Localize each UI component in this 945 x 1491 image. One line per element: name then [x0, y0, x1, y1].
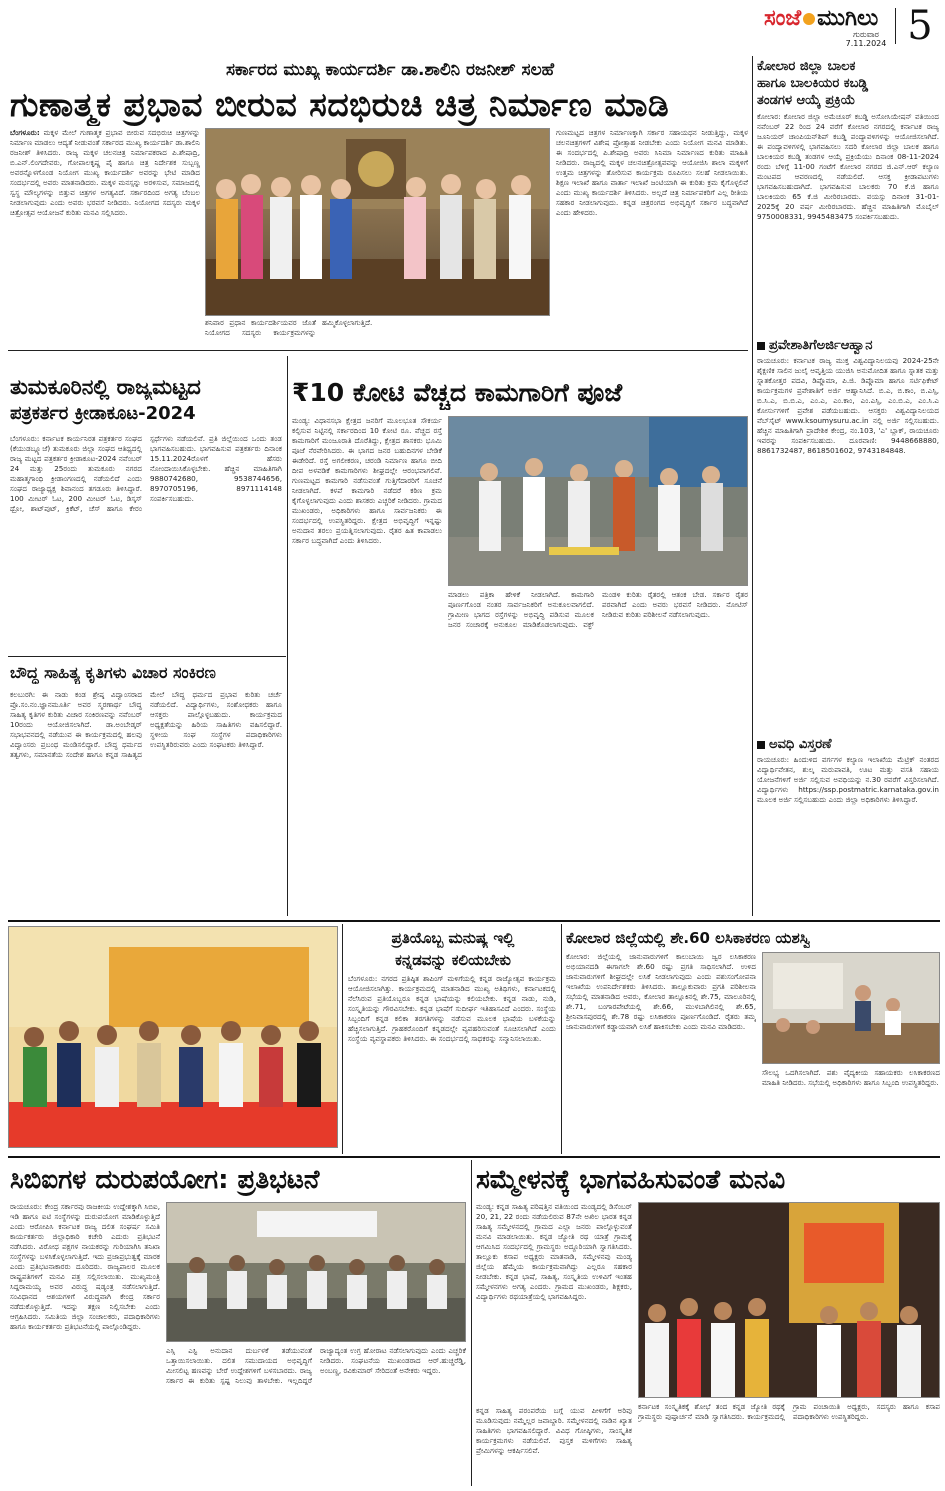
kannada-photo-illustration: [9, 927, 338, 1148]
divider-sidebar: [752, 56, 753, 916]
logo-part-red: ಸಂಜೆ: [764, 6, 802, 31]
kannada-headline-line1: ಪ್ರತಿಯೊಬ್ಬ ಮನುಷ್ಯ ಇಲ್ಲಿ: [391, 929, 515, 947]
sidebar-text-extension: ರಾಯಚೂರು: ಹಿಂದುಳಿದ ವರ್ಗಗಳ ಕಲ್ಯಾಣ ಇಲಾಖೆಯ ಮೆಟ್ರಿಕ್ ನಂತರದ ವಿದ್ಯಾರ್ಥಿವೇತನ, ಶುಲ್ಕ ಮರುಪಾವತಿ, ಊಟ ಮತ್ತು ವಸತಿ ಸಹಾಯ ಯೋಜನೆಗಳಿಗೆ ಅರ್ಜಿ ಸಲ್ಲಿಸುವ ಅವಧಿಯನ್ನು ನ.30 ರವರೆಗೆ ವಿಸ್ತರಿಸಲಾಗಿದೆ. ವಿದ್ಯಾರ್ಥಿಗಳು https://ssp.postmatric.karnataka.gov.in ಮೂಲಕ ಅರ್ಜಿ ಸಲ್ಲಿಸಬಹುದು ಎಂದು ಜಿಲ್ಲಾ ಅಧಿಕಾರಿಗಳು ತಿಳಿಸಿದ್ದಾರೆ.: [757, 755, 939, 804]
top-story-photo: [205, 128, 550, 316]
top-story-dateline: ಬೆಂಗಳೂರು:: [10, 128, 40, 137]
sammelana-photo-illustration: [639, 1203, 940, 1398]
sidebar-headline-line2: ಹಾಗೂ ಬಾಲಕಿಯರ ಕಬಡ್ಡಿ: [757, 76, 869, 91]
bullet-square-icon: [757, 342, 765, 350]
sidebar-text-admission: ರಾಯಚೂರು: ಕರ್ನಾಟಕ ರಾಜ್ಯ ಮುಕ್ತ ವಿಶ್ವವಿದ್ಯಾನಿಲಯವು 2024-25ನೇ ಶೈಕ್ಷಣಿಕ ಸಾಲಿನ ಜುಲೈ ಆವೃತ್ತಿಯ ಯುಜಿಸಿ ಅನುಮೋದಿತ ಹಾಗೂ ಸ್ನಾತಕ ಮತ್ತು ಸ್ನಾತಕೋತ್ತರ ಪದವಿ, ಡಿಪ್ಲೊಮಾ, ಪಿ.ಜಿ. ಡಿಪ್ಲೊಮಾ ಹಾಗೂ ಸರ್ಟಿಫಿಕೇಟ್ ಕಾರ್ಯಕ್ರಮಗಳ ಪ್ರವೇಶಾತಿಗೆ ಅರ್ಜಿ ಆಹ್ವಾನಿಸಿದೆ. ಬಿ.ಎ, ಬಿ.ಕಾಂ, ಬಿ.ಎಸ್ಸಿ, ಬಿ.ಸಿ.ಎ, ಬಿ.ಬಿ.ಎ, ಎಂ.ಎ, ಎಂ.ಕಾಂ, ಎಂ.ಎಸ್ಸಿ, ಎಂ.ಬಿ.ಎ, ಎಂ.ಸಿ.ಎ ಕೋರ್ಸುಗಳಿಗೆ ಪ್ರವೇಶ ಪಡೆಯಬಹುದು. ಆಸಕ್ತರು ವಿಶ್ವವಿದ್ಯಾನಿಲಯದ ವೆಬ್‌ಸೈಟ್ www.ksoumysuru.ac.in ನಲ್ಲಿ ಅರ್ಜಿ ಸಲ್ಲಿಸಬಹುದು. ಹೆಚ್ಚಿನ ಮಾಹಿತಿಗಾಗಿ ಪ್ರಾದೇಶಿಕ ಕೇಂದ್ರ, ನಂ.103, 'ಎ' ಬ್ಲಾಕ್, ರಾಯಚೂರು ಇವರನ್ನು ಸಂಪರ್ಕಿಸಬಹುದು. ದೂರವಾಣಿ: 9448668880, 8861732487, 8618501602, 9743184848.: [757, 356, 939, 455]
kannada-headline-line2: ಕನ್ನಡವನ್ನು ಕಲಿಯಬೇಕು: [395, 951, 511, 969]
top-story-right-column: ಗುಣಮಟ್ಟದ ಚಿತ್ರಗಳ ನಿರ್ಮಾಣಕ್ಕಾಗಿ ಸರ್ಕಾರ ಸಹಾಯಧನ ನೀಡುತ್ತಿದ್ದು, ಮಕ್ಕಳ ಚಲನಚಿತ್ರಗಳಿಗೆ ವಿಶೇಷ ಪ್ರೋತ್ಸಾಹ ನೀಡಬೇಕು ಎಂದು ನಿಯೋಗ ಮನವಿ ಮಾಡಿತು. ಈ ಸಂದರ್ಭದಲ್ಲಿ ಪಿ.ಶೇಷಾದ್ರಿ ಅವರು ಸಿನಿಮಾ ನಿರ್ಮಾಣದ ಕುರಿತು ಮಾಹಿತಿ ನೀಡಿದರು. ರಾಜ್ಯದಲ್ಲಿ ಮಕ್ಕಳ ಚಲನಚಿತ್ರೋತ್ಸವವನ್ನು ಆಯೋಜಿಸಿ ಶಾಲಾ ಮಕ್ಕಳಿಗೆ ಉತ್ತಮ ಚಿತ್ರಗಳನ್ನು ತೋರಿಸುವ ಕಾರ್ಯಕ್ರಮ ರೂಪಿಸಲು ಸಲಹೆ ನೀಡಲಾಯಿತು. ಶಿಕ್ಷಣ ಇಲಾಖೆ ಹಾಗೂ ವಾರ್ತಾ ಇಲಾಖೆ ಜಂಟಿಯಾಗಿ ಈ ಕುರಿತು ಕ್ರಮ ಕೈಗೊಳ್ಳಲಿವೆ ಎಂದು ಮುಖ್ಯ ಕಾರ್ಯದರ್ಶಿ ತಿಳಿಸಿದರು. ಅಲ್ಲದೆ ಚಿತ್ರ ನಿರ್ಮಾಪಕರಿಗೆ ಎಲ್ಲ ರೀತಿಯ ಸಹಕಾರ ನೀಡಲಾಗುವುದು. ಕನ್ನಡ ಚಿತ್ರರಂಗದ ಅಭಿವೃದ್ಧಿಗೆ ಸರ್ಕಾರ ಬದ್ಧವಾಗಿದೆ ಎಂದು ಹೇಳಿದರು.: [556, 128, 748, 217]
logo-sun-icon: [803, 13, 815, 25]
sidebar-subhead-admission-text: ಪ್ರವೇಶಾತಿಗೆಅರ್ಜಿಆಹ್ವಾನ: [769, 338, 873, 353]
sidebar-subhead-extension-text: ಅವಧಿ ವಿಸ್ತರಣೆ: [769, 737, 832, 752]
vaccine-headline: ಕೋಲಾರ ಜಿಲ್ಲೆಯಲ್ಲಿ ಶೇ.60 ಲಸಿಕಾಕರಣ ಯಶಸ್ವಿ: [566, 929, 811, 947]
cbi-headline: ಸಿಬಿಐಗಳ ದುರುಪಯೋಗ: ಪ್ರತಿಭಟನೆ: [10, 1165, 320, 1195]
masthead: [760, 4, 940, 48]
sidebar-headline-line3: ತಂಡಗಳ ಆಯ್ಕೆ ಪ್ರಕ್ರಿಯೆ: [757, 93, 856, 108]
tumakuru-headline-line1: ತುಮಕೂರಿನಲ್ಲಿ ರಾಜ್ಯಮಟ್ಟದ: [10, 375, 201, 399]
vaccine-text: ಕೋಲಾರ: ಜಿಲ್ಲೆಯಲ್ಲಿ ಜಾನುವಾರುಗಳಿಗೆ ಕಾಲುಬಾಯಿ ಜ್ವರ ಲಸಿಕಾಕರಣ ಅಭಿಯಾನದಡಿ ಈಗಾಗಲೇ ಶೇ.60 ರಷ್ಟು ಪ್ರಗತಿ ಸಾಧಿಸಲಾಗಿದೆ. ಉಳಿದ ಜಾನುವಾರುಗಳಿಗೆ ಶೀಘ್ರದಲ್ಲೇ ಲಸಿಕೆ ನೀಡಲಾಗುವುದು ಎಂದು ಪಶುಸಂಗೋಪನಾ ಇಲಾಖೆಯ ಉಪನಿರ್ದೇಶಕರು ತಿಳಿಸಿದರು. ತಾಲ್ಲೂಕುವಾರು ಪ್ರಗತಿ ಪರಿಶೀಲನಾ ಸಭೆಯಲ್ಲಿ ಮಾತನಾಡಿದ ಅವರು, ಕೋಲಾರ ತಾಲ್ಲೂಕಿನಲ್ಲಿ ಶೇ.75, ಮಾಲೂರಿನಲ್ಲಿ ಶೇ.71, ಬಂಗಾರಪೇಟೆಯಲ್ಲಿ ಶೇ.66, ಮುಳಬಾಗಿಲಿನಲ್ಲಿ ಶೇ.65, ಶ್ರೀನಿವಾಸಪುರದಲ್ಲಿ ಶೇ.78 ರಷ್ಟು ಲಸಿಕಾಕರಣ ಪೂರ್ಣಗೊಂಡಿದೆ. ರೈತರು ತಮ್ಮ ಜಾನುವಾರುಗಳಿಗೆ ಕಡ್ಡಾಯವಾಗಿ ಲಸಿಕೆ ಹಾಕಿಸಬೇಕು ಎಂದು ಮನವಿ ಮಾಡಿದರು.: [566, 952, 756, 1031]
buddha-text: ಕಲಬುರಗಿ: ಈ ನಾಡು ಕಂಡ ಶ್ರೇಷ್ಠ ವಿದ್ವಾಂಸರಾದ ಪ್ರೊ.ಸಂ.ನಂ.ಜ್ಞಾನಮೂರ್ತಿ ಅವರ ಸ್ಮರಣಾರ್ಥ ಬೌದ್ಧ ಸಾಹಿತ್ಯ ಕೃತಿಗಳ ಕುರಿತು ವಿಚಾರ ಸಂಕಿರಣವನ್ನು ನವೆಂಬರ್ 10ರಂದು ಆಯೋಜಿಸಲಾಗಿದೆ. ಡಾ.ಅಂಬೇಡ್ಕರ್ ಸಭಾಭವನದಲ್ಲಿ ನಡೆಯುವ ಈ ಕಾರ್ಯಕ್ರಮದಲ್ಲಿ ಹಲವು ವಿದ್ವಾಂಸರು ಪ್ರಬಂಧ ಮಂಡಿಸಲಿದ್ದಾರೆ. ಬೌದ್ಧ ಧರ್ಮದ ತತ್ವಗಳು, ಸಮಾನತೆಯ ಸಂದೇಶ ಹಾಗೂ ಕನ್ನಡ ಸಾಹಿತ್ಯದ ಮೇಲೆ ಬೌದ್ಧ ಧರ್ಮದ ಪ್ರಭಾವ ಕುರಿತು ಚರ್ಚೆ ನಡೆಯಲಿದೆ. ವಿದ್ಯಾರ್ಥಿಗಳು, ಸಂಶೋಧಕರು ಹಾಗೂ ಆಸಕ್ತರು ಪಾಲ್ಗೊಳ್ಳಬಹುದು. ಕಾರ್ಯಕ್ರಮದ ಅಧ್ಯಕ್ಷತೆಯನ್ನು ಹಿರಿಯ ಸಾಹಿತಿಗಳು ವಹಿಸಲಿದ್ದಾರೆ. ಸ್ಥಳೀಯ ಸಂಘ ಸಂಸ್ಥೆಗಳ ಪದಾಧಿಕಾರಿಗಳು ಉಪಸ್ಥಿತರಿರುವರು ಎಂದು ಸಂಘಟಕರು ತಿಳಿಸಿದ್ದಾರೆ.: [10, 690, 282, 759]
top-story-photo-caption: ಶನಿವಾರ ಪ್ರಧಾನ ಕಾರ್ಯದರ್ಶಿಯವರ ಜೊತೆ ನಿಯೋಗದ ಸದಸ್ಯರು ಕಾರ್ಯಕ್ರಮಗಳನ್ನು ಹಮ್ಮಿಕೊಳ್ಳಲಾಗುತ್ತಿದೆ.: [205, 318, 373, 337]
sammelana-text: ಮಂಡ್ಯ: ಕನ್ನಡ ಸಾಹಿತ್ಯ ಪರಿಷತ್ತಿನ ವತಿಯಿಂದ ಮಂಡ್ಯದಲ್ಲಿ ಡಿಸೆಂಬರ್ 20, 21, 22 ರಂದು ನಡೆಯಲಿರುವ 87ನೇ ಅಖಿಲ ಭಾರತ ಕನ್ನಡ ಸಾಹಿತ್ಯ ಸಮ್ಮೇಳನದಲ್ಲಿ ಗ್ರಾಮದ ಎಲ್ಲಾ ಜನರು ಪಾಲ್ಗೊಳ್ಳುವಂತೆ ಮನವಿ ಮಾಡಲಾಯಿತು. ಕನ್ನಡ ಜ್ಯೋತಿ ರಥ ಯಾತ್ರೆ ಗ್ರಾಮಕ್ಕೆ ಆಗಮಿಸಿದ ಸಂದರ್ಭದಲ್ಲಿ ಗ್ರಾಮಸ್ಥರು ಅದ್ದೂರಿಯಾಗಿ ಸ್ವಾಗತಿಸಿದರು. ತಾಲ್ಲೂಕು ಕಸಾಪ ಅಧ್ಯಕ್ಷರು ಮಾತನಾಡಿ, ಸಮ್ಮೇಳನವು ಮಂಡ್ಯ ಜಿಲ್ಲೆಯ ಹೆಮ್ಮೆಯ ಕಾರ್ಯಕ್ರಮವಾಗಿದ್ದು ಎಲ್ಲರೂ ಸಹಕಾರ ನೀಡಬೇಕು. ಕನ್ನಡ ಭಾಷೆ, ಸಾಹಿತ್ಯ, ಸಂಸ್ಕೃತಿಯ ಉಳಿವಿಗೆ ಇಂತಹ ಸಮ್ಮೇಳನಗಳು ಅಗತ್ಯ ಎಂದರು. ಗ್ರಾಮದ ಮುಖಂಡರು, ಶಿಕ್ಷಕರು, ವಿದ್ಯಾರ್ಥಿಗಳು ರಥಯಾತ್ರೆಯಲ್ಲಿ ಭಾಗವಹಿಸಿದ್ದರು.: [476, 1202, 632, 1301]
works-photo-text: ಮಾಡಲು ಪತ್ರಿಕಾ ಹೇಳಿಕೆ ನೀಡಲಾಗಿದೆ. ಕಾಮಗಾರಿ ಪೂರ್ಣಗೊಂಡ ನಂತರ ಸಾರ್ವಜನಿಕರಿಗೆ ಅನುಕೂಲವಾಗಲಿದೆ. ಗ್ರಾಮೀಣ ಭಾಗದ ರಸ್ತೆಗಳನ್ನು ಅಭಿವೃದ್ಧಿ ಪಡಿಸುವ ಮೂಲಕ ಜನರ ಸಂಚಾರಕ್ಕೆ ಅನುಕೂಲ ಮಾಡಿಕೊಡಲಾಗುವುದು. ವಕ್ಫ್ ಮಂಡಳಿ ಕುರಿತು ರೈತರಲ್ಲಿ ಆತಂಕ ಬೇಡ. ಸರ್ಕಾರ ರೈತರ ಪರವಾಗಿದೆ ಎಂದು ಅವರು ಭರವಸೆ ನೀಡಿದರು. ನೋಟಿಸ್ ನೀಡಿರುವ ಕುರಿತು ಪರಿಶೀಲನೆ ನಡೆಸಲಾಗುವುದು.: [448, 590, 748, 629]
top-story-photo-illustration: [206, 129, 550, 316]
top-story-left-text: ಮಕ್ಕಳ ಮೇಲೆ ಗುಣಾತ್ಮಕ ಪ್ರಭಾವ ಬೀರುವ ಸದಭಿರುಚಿ ಚಿತ್ರಗಳನ್ನು ನಿರ್ಮಾಣ ಮಾಡಲು ಆದ್ಯತೆ ನೀಡುವಂತೆ ಸರ್ಕಾರದ ಮುಖ್ಯ ಕಾರ್ಯದರ್ಶಿ ಡಾ.ಶಾಲಿನಿ ರಜನೀಶ್ ತಿಳಿಸಿದರು. ರಾಜ್ಯ ಮಕ್ಕಳ ಚಲನಚಿತ್ರ ನಿರ್ಮಾಪಕರಾದ ಪಿ.ಶೇಷಾದ್ರಿ, ಬಿ.ಎನ್.ಲಿಂಗದೇವರು, ಗೋಪಾಲಕೃಷ್ಣ ಪೈ ಹಾಗೂ ಚಿತ್ರ ನಿರ್ದೇಶಕ ಸುಬ್ಬಣ್ಣ ಅವರನ್ನೊಳಗೊಂಡ ನಿಯೋಗ ಮುಖ್ಯ ಕಾರ್ಯದರ್ಶಿ ಅವರನ್ನು ಭೇಟಿ ಮಾಡಿದ ಸಂದರ್ಭದಲ್ಲಿ ಅವರು ಮಾತನಾಡಿದರು. ಮಕ್ಕಳ ಮನಸ್ಸನ್ನು ಅರಳಿಸುವ, ಸಮಾಜದಲ್ಲಿ ಸ್ವಸ್ಥ ಮೌಲ್ಯಗಳನ್ನು ಬಿತ್ತುವ ಚಿತ್ರಗಳ ಅಗತ್ಯವಿದೆ. ಸರ್ಕಾರದಿಂದ ಅಗತ್ಯ ಬೆಂಬಲ ನೀಡಲಾಗುವುದು ಎಂದು ಅವರು ಭರವಸೆ ನೀಡಿದರು. ನಿಯೋಗದ ಸದಸ್ಯರು ಮಕ್ಕಳ ಚಿತ್ರೋತ್ಸವ ಆಯೋಜನೆ ಕುರಿತು ಮನವಿ ಸಲ್ಲಿಸಿದರು.: [10, 128, 200, 217]
divider-top-story: [8, 350, 748, 351]
cbi-text: ರಾಯಚೂರು: ಕೇಂದ್ರ ಸರ್ಕಾರವು ರಾಜಕೀಯ ಉದ್ದೇಶಕ್ಕಾಗಿ ಸಿಬಿಐ, ಇಡಿ ಹಾಗೂ ಐಟಿ ಸಂಸ್ಥೆಗಳನ್ನು ದುರುಪಯೋಗ ಮಾಡಿಕೊಳ್ಳುತ್ತಿದೆ ಎಂದು ಆರೋಪಿಸಿ ಕರ್ನಾಟಕ ರಾಜ್ಯ ದಲಿತ ಸಂಘರ್ಷ ಸಮಿತಿ ಕಾರ್ಯಕರ್ತರು ಜಿಲ್ಲಾಧಿಕಾರಿ ಕಚೇರಿ ಎದುರು ಪ್ರತಿಭಟನೆ ನಡೆಸಿದರು. ವಿರೋಧ ಪಕ್ಷಗಳ ನಾಯಕರನ್ನು ಗುರಿಯಾಗಿಸಿ ತನಿಖಾ ಸಂಸ್ಥೆಗಳನ್ನು ಬಳಸಿಕೊಳ್ಳಲಾಗುತ್ತಿದೆ. ಇದು ಪ್ರಜಾಪ್ರಭುತ್ವಕ್ಕೆ ಮಾರಕ ಎಂದು ಪ್ರತಿಭಟನಾಕಾರರು ದೂರಿದರು. ರಾಜ್ಯಪಾಲರ ಮೂಲಕ ರಾಷ್ಟ್ರಪತಿಗಳಿಗೆ ಮನವಿ ಪತ್ರ ಸಲ್ಲಿಸಲಾಯಿತು. ಮುಖ್ಯಮಂತ್ರಿ ಸಿದ್ದರಾಮಯ್ಯ ಅವರ ವಿರುದ್ಧ ಷಡ್ಯಂತ್ರ ನಡೆಸಲಾಗುತ್ತಿದೆ. ಸಂವಿಧಾನದ ಆಶಯಗಳಿಗೆ ವಿರುದ್ಧವಾಗಿ ಕೇಂದ್ರ ಸರ್ಕಾರ ನಡೆದುಕೊಳ್ಳುತ್ತಿದೆ. ಇದನ್ನು ತಕ್ಷಣ ನಿಲ್ಲಿಸಬೇಕು ಎಂದು ಆಗ್ರಹಿಸಿದರು. ಸಮಿತಿಯ ಜಿಲ್ಲಾ ಸಂಚಾಲಕರು, ಪದಾಧಿಕಾರಿಗಳು ಹಾಗೂ ಕಾರ್ಯಕರ್ತರು ಪ್ರತಿಭಟನೆಯಲ್ಲಿ ಪಾಲ್ಗೊಂಡಿದ್ದರು.: [10, 1202, 160, 1331]
bullet-square-icon: [757, 741, 765, 749]
works-photo: [448, 416, 748, 586]
sammelana-headline: ಸಮ್ಮೇಳನಕ್ಕೆ ಭಾಗವಹಿಸುವಂತೆ ಮನವಿ: [476, 1165, 786, 1195]
divider-kannada: [342, 924, 343, 1154]
divider-buddha: [8, 656, 286, 657]
kannada-photo: [8, 926, 338, 1148]
sidebar-headline-line1: ಕೋಲಾರ ಜಿಲ್ಲಾ ಬಾಲಕ: [757, 59, 856, 74]
works-headline: ₹10 ಕೋಟಿ ವೆಚ್ಚದ ಕಾಮಗಾರಿಗೆ ಪೂಜೆ: [292, 378, 623, 407]
tumakuru-text: ಬೆಂಗಳೂರು: ಕರ್ನಾಟಕ ಕಾರ್ಯನಿರತ ಪತ್ರಕರ್ತರ ಸಂಘದ (ಕೆಯುಡಬ್ಲ್ಯೂಜೆ) ತುಮಕೂರು ಜಿಲ್ಲಾ ಸಂಘದ ಆತಿಥ್ಯದಲ್ಲಿ ರಾಜ್ಯ ಮಟ್ಟದ ಪತ್ರಕರ್ತರ ಕ್ರೀಡಾಕೂಟ-2024 ನವೆಂಬರ್ 24 ಮತ್ತು 25ರಂದು ತುಮಕೂರು ನಗರದ ಮಹಾತ್ಮಗಾಂಧಿ ಕ್ರೀಡಾಂಗಣದಲ್ಲಿ ನಡೆಯಲಿದೆ ಎಂದು ಸಂಘದ ರಾಜ್ಯಾಧ್ಯಕ್ಷ ಶಿವಾನಂದ ತಗಡೂರು ತಿಳಿಸಿದ್ದಾರೆ. 100 ಮೀಟರ್ ಓಟ, 200 ಮೀಟರ್ ಓಟ, ಡಿಸ್ಕಸ್ ಥ್ರೋ, ಶಾಟ್‌ಪುಟ್, ಕ್ರಿಕೆಟ್, ಚೆಸ್ ಹಾಗೂ ಕೇರಂ ಸ್ಪರ್ಧೆಗಳು ನಡೆಯಲಿವೆ. ಪ್ರತಿ ಜಿಲ್ಲೆಯಿಂದ ಒಂದು ತಂಡ ಭಾಗವಹಿಸಬಹುದು. ಭಾಗವಹಿಸುವ ಪತ್ರಕರ್ತರು ದಿನಾಂಕ 15.11.2024ರೊಳಗೆ ಹೆಸರು ನೋಂದಾಯಿಸಿಕೊಳ್ಳಬೇಕು. ಹೆಚ್ಚಿನ ಮಾಹಿತಿಗಾಗಿ 9880742680, 9538744656, 8970705196, 8971114148 ಸಂಪರ್ಕಿಸಬಹುದು.: [10, 434, 282, 513]
masthead-logo: [764, 6, 894, 32]
page-number: 5: [907, 3, 933, 49]
sidebar: [757, 58, 939, 916]
sammelana-caption: ಕರ್ನಾಟಕ ಸಂಸ್ಕೃತಿಕಕ್ಕೆ ಶೋಭೆ ತಂದ ಕನ್ನಡ ಜ್ಯೋತಿ ರಥಕ್ಕೆ ಗ್ರಾಮಸ್ಥರು ಪುಷ್ಪಾರ್ಚನೆ ಮಾಡಿ ಸ್ವಾಗತಿಸಿದರು. ಕಾರ್ಯಕ್ರಮದಲ್ಲಿ ಗ್ರಾಮ ಪಂಚಾಯಿತಿ ಅಧ್ಯಕ್ಷರು, ಸದಸ್ಯರು ಹಾಗೂ ಕಸಾಪ ಪದಾಧಿಕಾರಿಗಳು ಉಪಸ್ಥಿತರಿದ್ದರು.: [638, 1402, 940, 1421]
sammelana-text-2: ಕನ್ನಡ ಸಾಹಿತ್ಯ ಪರಂಪರೆಯ ಬಗ್ಗೆ ಯುವ ಪೀಳಿಗೆಗೆ ಅರಿವು ಮೂಡಿಸುವುದು ನಮ್ಮೆಲ್ಲರ ಜವಾಬ್ದಾರಿ. ಸಮ್ಮೇಳನದಲ್ಲಿ ನಾಡಿನ ಖ್ಯಾತ ಸಾಹಿತಿಗಳು ಭಾಗವಹಿಸಲಿದ್ದಾರೆ. ವಿವಿಧ ಗೋಷ್ಠಿಗಳು, ಸಾಂಸ್ಕೃತಿಕ ಕಾರ್ಯಕ್ರಮಗಳು ನಡೆಯಲಿವೆ. ಪುಸ್ತಕ ಮಳಿಗೆಗಳು ಸಾಹಿತ್ಯ ಪ್ರೇಮಿಗಳನ್ನು ಆಕರ್ಷಿಸಲಿವೆ.: [476, 1406, 632, 1455]
vaccine-photo-illustration: [763, 953, 940, 1064]
sammelana-photo: [638, 1202, 940, 1398]
cbi-photo-illustration: [167, 1203, 466, 1342]
masthead-weekday: ಗುರುವಾರ: [853, 30, 879, 39]
divider-middle: [8, 920, 940, 922]
works-photo-illustration: [449, 417, 748, 586]
top-story-kicker: ಸರ್ಕಾರದ ಮುಖ್ಯ ಕಾರ್ಯದರ್ಶಿ ಡಾ.ಶಾಲಿನಿ ರಜನೀಶ್ ಸಲಹೆ: [225, 60, 555, 80]
divider-tumakuru: [287, 356, 288, 916]
masthead-date: 7.11.2024: [845, 39, 887, 48]
vaccine-caption: ಸೌಲಭ್ಯ ಒದಗಿಸಲಾಗಿದೆ. ಪಶು ವೈದ್ಯಕೀಯ ಸಹಾಯಕರು ಲಸಿಕಾಕರಣದ ಮಾಹಿತಿ ನೀಡಿದರು. ಸಭೆಯಲ್ಲಿ ಅಧಿಕಾರಿಗಳು ಹಾಗೂ ಸಿಬ್ಬಂದಿ ಉಪಸ್ಥಿತರಿದ್ದರು.: [762, 1068, 940, 1087]
divider-bottom: [8, 1156, 940, 1158]
logo-part-black: ಮುಗಿಲು: [817, 6, 879, 31]
top-story-headline: ಗುಣಾತ್ಮಕ ಪ್ರಭಾವ ಬೀರುವ ಸದಭಿರುಚಿ ಚಿತ್ರ ನಿರ್ಮಾಣ ಮಾಡಿ: [10, 85, 670, 124]
sidebar-subhead-extension: [757, 737, 939, 752]
tumakuru-headline-line2: ಪತ್ರಕರ್ತರ ಕ್ರೀಡಾಕೂಟ-2024: [10, 403, 196, 424]
divider-vaccine: [561, 924, 562, 1154]
top-story-left-column: [10, 128, 200, 346]
works-left-text: ಮಂಡ್ಯ: ವಿಧಾನಸಭಾ ಕ್ಷೇತ್ರದ ಜನರಿಗೆ ಮೂಲಭೂತ ಸೌಕರ್ಯ ಕಲ್ಪಿಸುವ ನಿಟ್ಟಿನಲ್ಲಿ ಸರ್ಕಾರದಿಂದ 10 ಕೋಟಿ ರೂ. ವೆಚ್ಚದ ರಸ್ತೆ ಕಾಮಗಾರಿಗೆ ಮಂಜೂರಾತಿ ದೊರೆತಿದ್ದು, ಕ್ಷೇತ್ರದ ಶಾಸಕರು ಭೂಮಿ ಪೂಜೆ ನೆರವೇರಿಸಿದರು. ಈ ಭಾಗದ ಜನರ ಬಹುದಿನಗಳ ಬೇಡಿಕೆ ಈಡೇರಿದೆ. ರಸ್ತೆ ಅಗಲೀಕರಣ, ಚರಂಡಿ ನಿರ್ಮಾಣ ಹಾಗೂ ಬೀದಿ ದೀಪ ಅಳವಡಿಕೆ ಕಾಮಗಾರಿಗಳು ಶೀಘ್ರದಲ್ಲೇ ಆರಂಭವಾಗಲಿವೆ. ಗುಣಮಟ್ಟದ ಕಾಮಗಾರಿ ನಡೆಸುವಂತೆ ಗುತ್ತಿಗೆದಾರರಿಗೆ ಸೂಚನೆ ನೀಡಲಾಗಿದೆ. ಕಳಪೆ ಕಾಮಗಾರಿ ನಡೆದರೆ ಕಠಿಣ ಕ್ರಮ ಕೈಗೊಳ್ಳಲಾಗುವುದು ಎಂದು ಶಾಸಕರು ಎಚ್ಚರಿಕೆ ನೀಡಿದರು. ಗ್ರಾಮದ ಮುಖಂಡರು, ಅಧಿಕಾರಿಗಳು ಹಾಗೂ ಸಾರ್ವಜನಿಕರು ಈ ಸಂದರ್ಭದಲ್ಲಿ ಉಪಸ್ಥಿತರಿದ್ದರು. ಕ್ಷೇತ್ರದ ಅಭಿವೃದ್ಧಿಗೆ ಇನ್ನಷ್ಟು ಅನುದಾನ ತರಲು ಪ್ರಯತ್ನಿಸಲಾಗುವುದು. ರೈತರ ಹಿತ ಕಾಪಾಡಲು ಸರ್ಕಾರ ಬದ್ಧವಾಗಿದೆ ಎಂದು ತಿಳಿಸಿದರು.: [292, 416, 442, 545]
kannada-text: ಬೆಂಗಳೂರು: ನಗರದ ಪ್ರತಿಷ್ಠಿತ ಶಾಪಿಂಗ್ ಮಳಿಗೆಯಲ್ಲಿ ಕನ್ನಡ ರಾಜ್ಯೋತ್ಸವ ಕಾರ್ಯಕ್ರಮ ಆಯೋಜಿಸಲಾಗಿತ್ತು. ಕಾರ್ಯಕ್ರಮದಲ್ಲಿ ಮಾತನಾಡಿದ ಮುಖ್ಯ ಅತಿಥಿಗಳು, ಕರ್ನಾಟಕದಲ್ಲಿ ನೆಲೆಸಿರುವ ಪ್ರತಿಯೊಬ್ಬರೂ ಕನ್ನಡ ಭಾಷೆಯನ್ನು ಕಲಿಯಬೇಕು. ಕನ್ನಡ ನಾಡು, ನುಡಿ, ಸಂಸ್ಕೃತಿಯನ್ನು ಗೌರವಿಸಬೇಕು. ಕನ್ನಡ ಭಾಷೆಗೆ ಸುದೀರ್ಘ ಇತಿಹಾಸವಿದೆ ಎಂದರು. ಸಂಸ್ಥೆಯ ಸಿಬ್ಬಂದಿಗೆ ಕನ್ನಡ ಕಲಿಕಾ ತರಗತಿಗಳನ್ನು ನಡೆಸುವ ಮೂಲಕ ಭಾಷೆಯ ಬಳಕೆಯನ್ನು ಹೆಚ್ಚಿಸಲಾಗುತ್ತಿದೆ. ಗ್ರಾಹಕರೊಂದಿಗೆ ಕನ್ನಡದಲ್ಲೇ ವ್ಯವಹರಿಸುವಂತೆ ಸೂಚಿಸಲಾಗಿದೆ ಎಂದು ಸಂಸ್ಥೆಯ ವ್ಯವಸ್ಥಾಪಕರು ತಿಳಿಸಿದರು. ಈ ಸಂದರ್ಭದಲ್ಲಿ ಸಾಧಕರನ್ನು ಸನ್ಮಾನಿಸಲಾಯಿತು.: [348, 974, 556, 1043]
sidebar-text-kabaddi: ಕೋಲಾರ: ಕೋಲಾರ ಜಿಲ್ಲಾ ಅಮೆಚೂರ್ ಕಬಡ್ಡಿ ಅಸೋಸಿಯೇಷನ್ ವತಿಯಿಂದ ನವೆಂಬರ್ 22 ರಿಂದ 24 ವರೆಗೆ ಕೋಲಾರ ನಗರದಲ್ಲಿ ಕರ್ನಾಟಕ ರಾಜ್ಯ ಜೂನಿಯರ್ ಚಾಂಪಿಯನ್‌ಶಿಪ್ ಕಬಡ್ಡಿ ಪಂದ್ಯಾವಳಿಗಳನ್ನು ಆಯೋಜಿಸಲಾಗಿದೆ. ಈ ಪಂದ್ಯಾವಳಿಗಳಲ್ಲಿ ಭಾಗವಹಿಸಲು ಸದರಿ ಕೋಲಾರ ಜಿಲ್ಲಾ ಬಾಲಕ ಹಾಗೂ ಬಾಲಕಿಯರ ಕಬಡ್ಡಿ ತಂಡಗಳ ಆಯ್ಕೆ ಪ್ರಕ್ರಿಯೆಯು ದಿನಾಂಕ 08-11-2024 ರಂದು ಬೆಳಿಗ್ಗೆ 11-00 ಗಂಟೆಗೆ ಕೋಲಾರ ನಗರದ ಜಿ.ಎನ್.ಆರ್ ಕಲ್ಯಾಣ ಮಂಟಪದ ಆವರಣದಲ್ಲಿ ನಡೆಯಲಿದೆ. ಆಸಕ್ತ ಕ್ರೀಡಾಪಟುಗಳು ಭಾಗವಹಿಸಬಹುದಾಗಿದೆ. ಭಾಗವಹಿಸುವ ಬಾಲಕರು 70 ಕೆ.ಜಿ ಹಾಗೂ ಬಾಲಕಿಯರು 65 ಕೆ.ಜಿ ಮೀರಿರಬಾರದು. ವಯಸ್ಸು ದಿನಾಂಕ 31-01-2025ಕ್ಕೆ 20 ವರ್ಷ ಮೀರಿರಬಾರದು. ಹೆಚ್ಚಿನ ಮಾಹಿತಿಗಾಗಿ ಮೊಬೈಲ್ 9750008331, 9945483475 ಸಂಪರ್ಕಿಸಬಹುದು.: [757, 112, 939, 221]
divider-sammelana: [471, 1160, 472, 1486]
masthead-divider: [895, 8, 896, 44]
vaccine-photo: [762, 952, 940, 1064]
sidebar-subhead-admission: [757, 338, 939, 353]
buddha-headline: ಬೌದ್ಧ ಸಾಹಿತ್ಯ ಕೃತಿಗಳು ವಿಚಾರ ಸಂಕಿರಣ: [10, 663, 216, 682]
cbi-text-2: ಎಸ್ಸಿ ಎಸ್ಟಿ ಅನುದಾನ ದುರ್ಬಳಕೆ ತಡೆಯುವಂತೆ ಒತ್ತಾಯಿಸಲಾಯಿತು. ದಲಿತ ಸಮುದಾಯದ ಅಭಿವೃದ್ಧಿಗೆ ಮೀಸಲಿಟ್ಟ ಹಣವನ್ನು ಬೇರೆ ಉದ್ದೇಶಗಳಿಗೆ ಬಳಸಬಾರದು. ರಾಜ್ಯ ಸರ್ಕಾರ ಈ ಕುರಿತು ಸ್ಪಷ್ಟ ನಿಲುವು ತಾಳಬೇಕು. ಇಲ್ಲದಿದ್ದರೆ ರಾಜ್ಯಾದ್ಯಂತ ಉಗ್ರ ಹೋರಾಟ ನಡೆಸಲಾಗುವುದು ಎಂದು ಎಚ್ಚರಿಕೆ ನೀಡಿದರು. ಸಂಘಟನೆಯ ಮುಖಂಡರಾದ ಆರ್.ಹುಚ್ಚರೆಡ್ಡಿ, ಅಂಬಣ್ಣ, ರವಿಕುಮಾರ್ ಸೇರಿದಂತೆ ಅನೇಕರು ಇದ್ದರು.: [166, 1346, 466, 1385]
cbi-photo: [166, 1202, 466, 1342]
